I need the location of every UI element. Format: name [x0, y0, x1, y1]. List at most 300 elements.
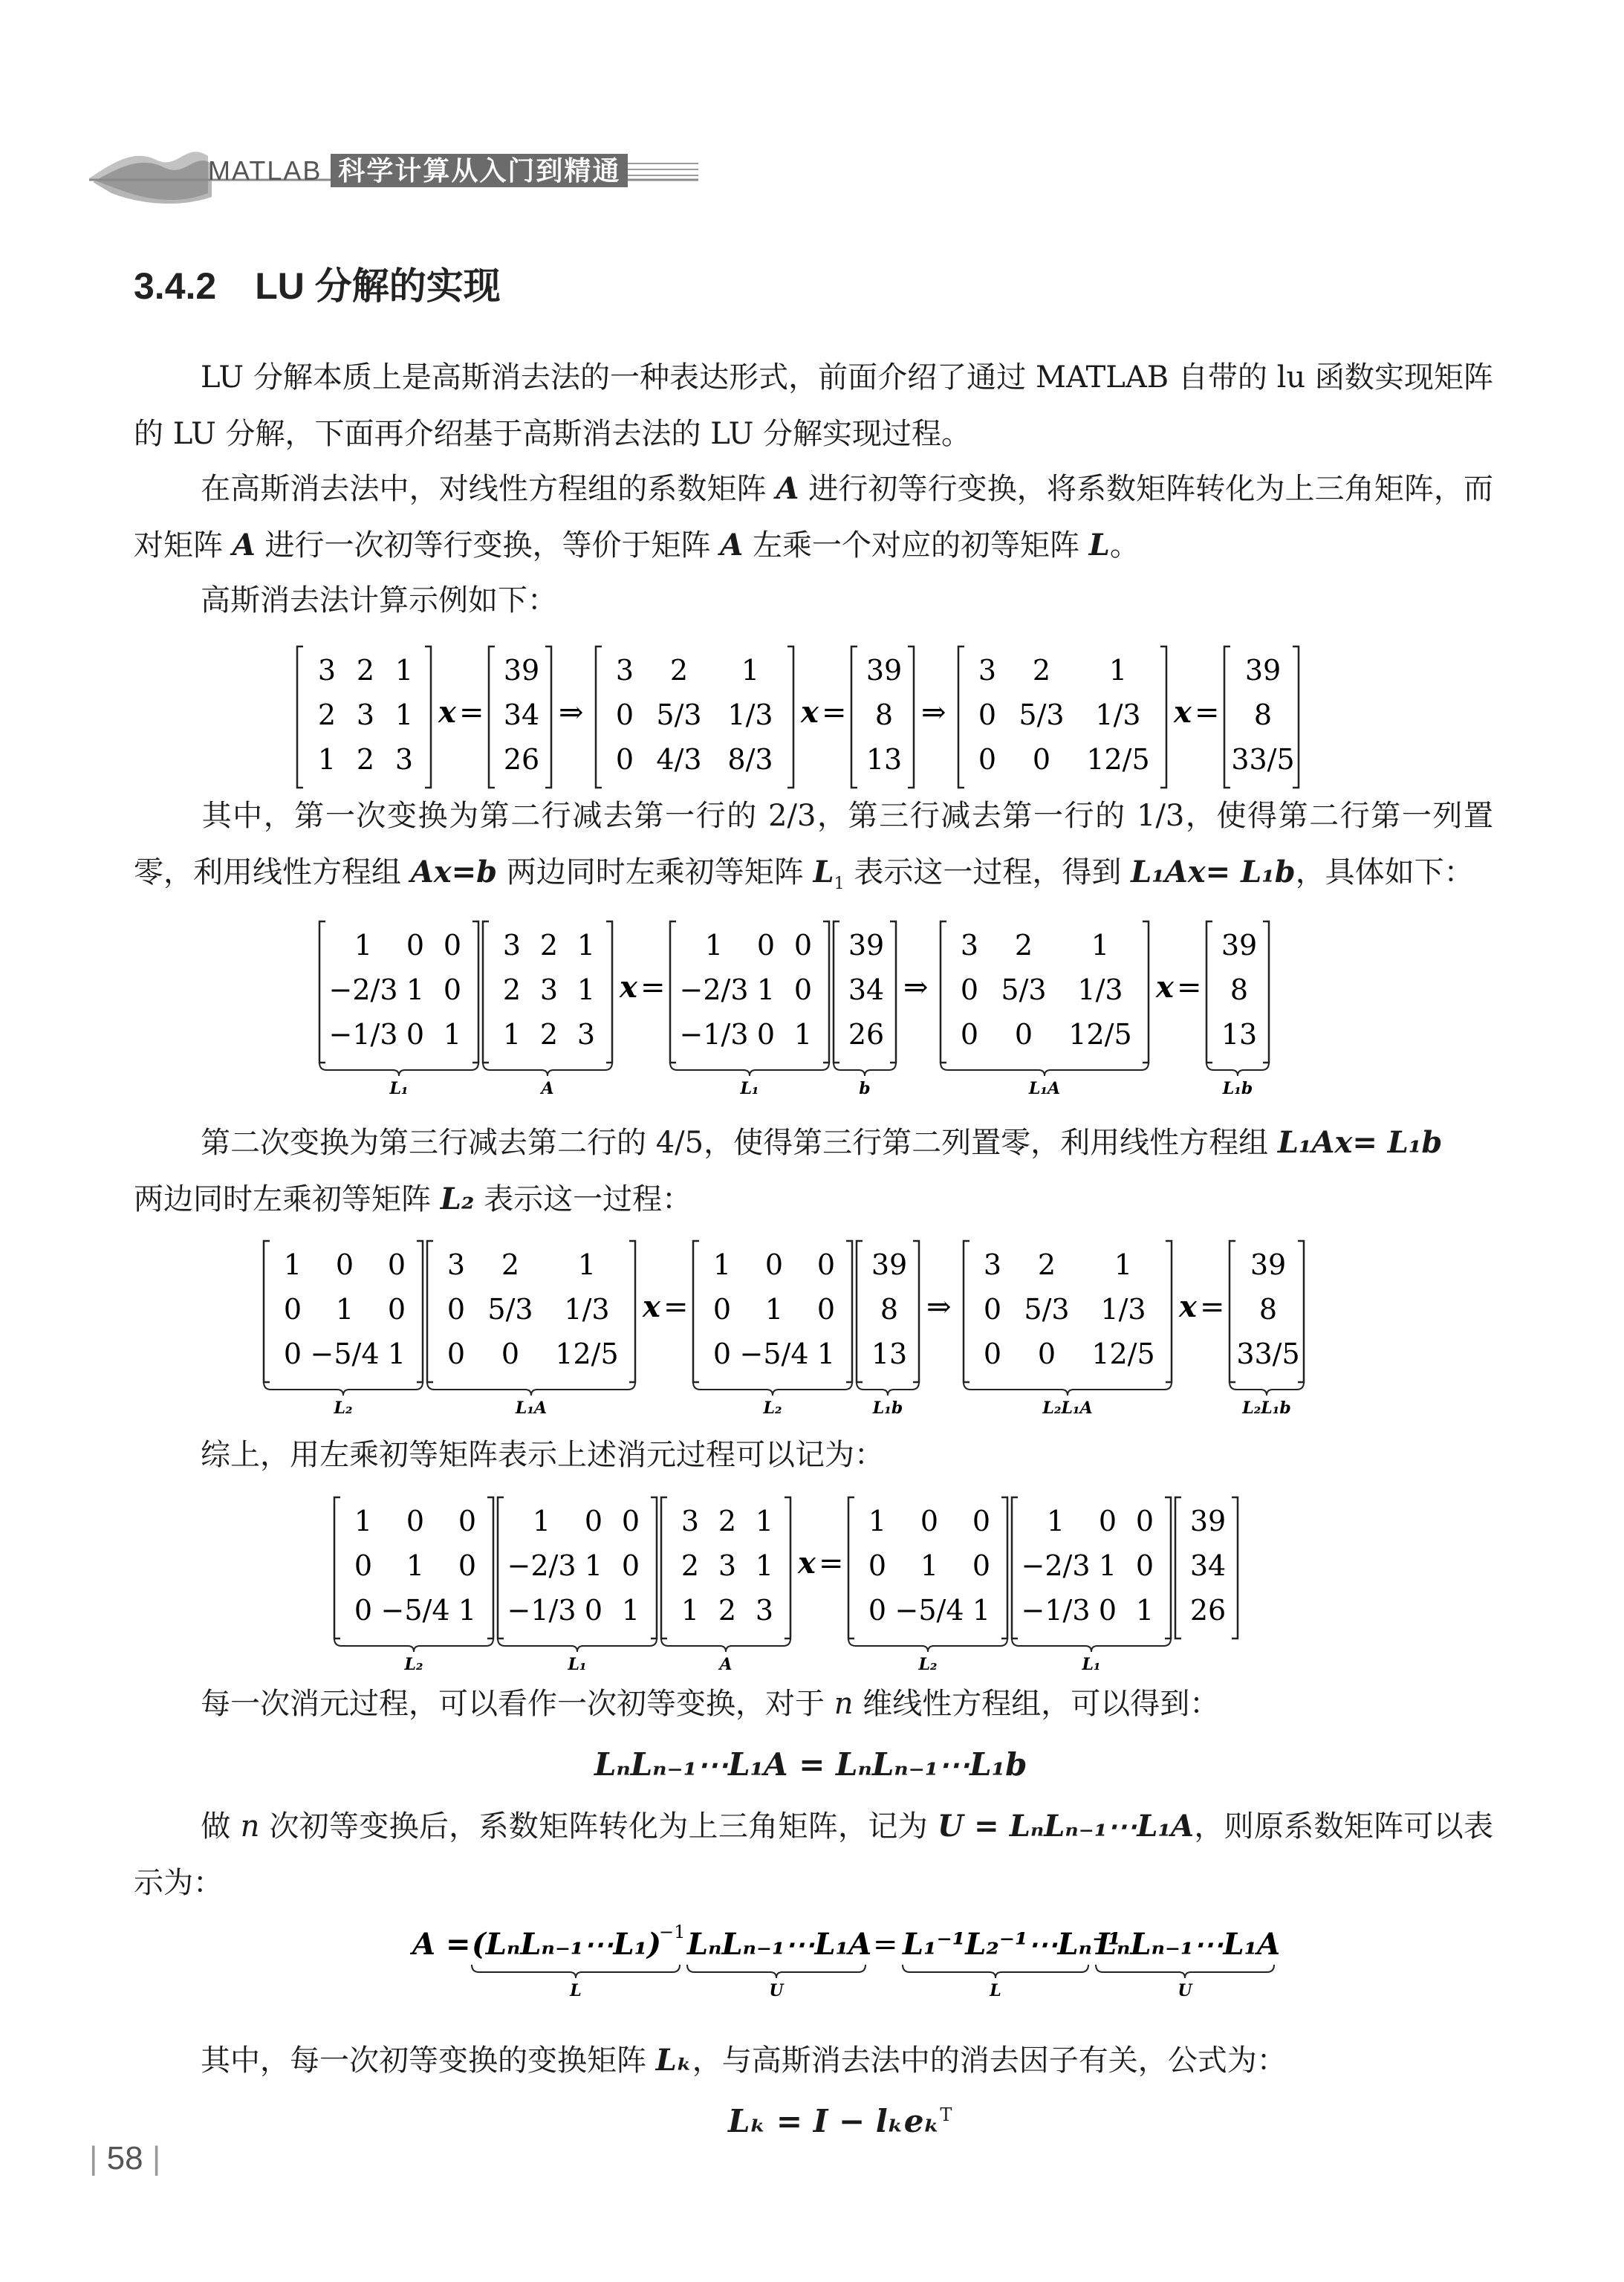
L1-matrix-cell: 1	[1135, 1594, 1154, 1627]
A-matrix-cell: 3	[576, 1018, 596, 1051]
matrix-right-bracket	[651, 1497, 657, 1638]
L1A-matrix-cell: 0	[960, 1018, 979, 1051]
paragraph-4-text-c: 表示这一过程，得到	[844, 855, 1131, 889]
step1-matrix-cell: 2	[669, 654, 689, 687]
b-vector-cell: 34	[848, 973, 885, 1006]
step1-matrix-cell: 4/3	[656, 743, 702, 776]
matrix-right-bracket	[1263, 921, 1269, 1063]
L1-matrix-cell: 1	[1046, 1505, 1065, 1537]
implies-arrow: ⇒	[559, 696, 584, 730]
L1b-vector-cell: 39	[1221, 929, 1258, 962]
L1-matrix-cell: −1/3	[1021, 1594, 1091, 1627]
step2-vector-cell: 39	[1244, 654, 1282, 687]
coefficient-matrix-cell: 1	[394, 698, 414, 731]
variable-x: x	[1174, 695, 1192, 730]
matrix-left-bracket	[964, 1241, 969, 1382]
A-matrix-cell: 1	[576, 929, 596, 962]
L2-matrix-cell: 0	[764, 1248, 784, 1281]
L2-label: L₂	[918, 1655, 938, 1674]
L1-matrix-cell: 0	[443, 929, 462, 962]
A-matrix-cell: 1	[576, 973, 596, 1006]
page-number: | 58 |	[89, 2140, 161, 2176]
L2-label: L₂	[404, 1655, 423, 1674]
equals-sign: =	[663, 1290, 689, 1324]
step1-matrix-cell: 0	[615, 743, 634, 776]
variable-x: x	[798, 1546, 816, 1581]
L1-matrix-cell: 0	[584, 1594, 603, 1627]
L2-underbrace	[334, 1638, 493, 1652]
equation-Lk-rhs: = I − lₖeₖ	[776, 2103, 941, 2139]
paragraph-1-text: LU 分解本质上是高斯消去法的一种表达形式，前面介绍了通过 MATLAB 自带的 lu 函数实现矩阵的 LU 分解，下面再介绍基于高斯消去法的 LU 分解实现过程。	[134, 360, 1493, 451]
L2-matrix-cell: 0	[712, 1293, 732, 1326]
L2-matrix-cell: 0	[283, 1293, 302, 1326]
paragraph-4-text-b: 两边同时左乘初等矩阵	[497, 855, 813, 889]
part4-underbrace	[1096, 1965, 1274, 1978]
L2L1A-matrix-cell: 0	[983, 1338, 1002, 1370]
part2-label: U	[769, 1981, 784, 2000]
L1A-matrix-cell: 5/3	[1001, 973, 1047, 1006]
L1-matrix-cell: 0	[621, 1549, 640, 1582]
L2L1A-matrix-cell: 1	[1114, 1248, 1133, 1281]
L1b-vector-cell: 8	[880, 1293, 899, 1326]
L1b-vector-cell: 8	[1230, 973, 1249, 1006]
L1-matrix-cell: −1/3	[679, 1018, 749, 1051]
variable-x: x	[1156, 970, 1174, 1005]
book-title-latin: MATLAB	[208, 155, 322, 186]
matrix-right-bracket	[908, 646, 914, 788]
step1-matrix-cell: 5/3	[656, 698, 702, 731]
L2-underbrace	[264, 1382, 423, 1396]
L2-label: L₂	[763, 1398, 782, 1418]
matrix-right-bracket	[487, 1497, 493, 1638]
coefficient-matrix-cell: 2	[356, 743, 375, 776]
L1-label: L₁	[1082, 1655, 1101, 1674]
L1-matrix-cell: 1	[443, 1018, 462, 1051]
equation-L1Ax-L1b: L₁Ax= L₁b	[1277, 1125, 1443, 1160]
L2-matrix-cell: −5/4	[380, 1594, 450, 1627]
paragraph-3-text: 高斯消去法计算示例如下：	[201, 583, 557, 617]
L2L1A-matrix-cell: 0	[1037, 1338, 1056, 1370]
L1b-label: L₁b	[1222, 1079, 1253, 1098]
L1-matrix-cell: 1	[704, 929, 724, 962]
equation-part3: L₁⁻¹L₂⁻¹⋯Lₙ⁻¹	[903, 1927, 1121, 1962]
L1-matrix-cell: 0	[443, 973, 462, 1006]
equals-sign: =	[640, 970, 666, 1005]
paragraph-7-text-a: 每一次消元过程，可以看作一次初等变换，对于	[201, 1687, 834, 1721]
matrix-left-bracket	[1230, 1241, 1235, 1382]
L2-matrix-cell: 1	[712, 1248, 732, 1281]
L1-matrix-cell: 0	[756, 1018, 776, 1051]
L1-underbrace	[1012, 1638, 1171, 1652]
L2-underbrace	[848, 1638, 1007, 1652]
part3-label: L	[990, 1981, 1001, 2000]
L2-matrix-cell: 1	[283, 1248, 302, 1281]
A-matrix-cell: 2	[502, 973, 522, 1006]
L1-matrix-cell: −1/3	[507, 1594, 576, 1627]
matrix-right-bracket	[1232, 1497, 1238, 1638]
L2L1A-matrix-cell: 5/3	[1024, 1293, 1070, 1326]
A-underbrace	[483, 1063, 612, 1076]
variable-x: x	[801, 695, 819, 730]
symbol-n: n	[834, 1687, 854, 1721]
b-vector-cell: 26	[1189, 1594, 1227, 1627]
implies-arrow: ⇒	[926, 1290, 952, 1324]
step1-vector-cell: 8	[874, 698, 894, 731]
L2-matrix-cell: 0	[868, 1549, 887, 1582]
coefficient-matrix-cell: 3	[356, 698, 375, 731]
symbol-n: n	[240, 1809, 260, 1844]
matrix-right-bracket	[606, 921, 612, 1063]
equation-U-definition: U = LₙLₙ₋₁⋯L₁A	[937, 1809, 1195, 1844]
A-matrix-cell: 1	[681, 1594, 700, 1627]
equals-sign: =	[1177, 970, 1202, 1005]
matrix-right-bracket	[846, 1241, 852, 1382]
L1-matrix-cell: 1	[406, 973, 425, 1006]
L1A-matrix-cell: 1/3	[564, 1293, 610, 1326]
step1-matrix-cell: 1	[741, 654, 760, 687]
coefficient-matrix-cell: 3	[317, 654, 337, 687]
matrix-symbol-Lk: Lₖ	[655, 2043, 692, 2078]
L1b-label: L₁b	[872, 1398, 903, 1418]
L2-matrix-cell: 1	[816, 1338, 836, 1370]
L1-underbrace	[670, 1063, 829, 1076]
L2L1b-underbrace	[1230, 1382, 1304, 1396]
L1-matrix-cell: 0	[1098, 1594, 1117, 1627]
paragraph-2-text-c: 进行一次初等行变换，等价于矩阵	[255, 528, 721, 563]
L1-matrix-cell: 0	[1135, 1549, 1154, 1582]
A-matrix-cell: 1	[755, 1549, 774, 1582]
implies-arrow: ⇒	[921, 696, 946, 730]
matrix-left-bracket	[857, 1241, 863, 1382]
step2-vector-cell: 8	[1253, 698, 1273, 731]
matrix-left-bracket	[958, 646, 964, 788]
equation-second-transformation	[256, 1234, 1386, 1419]
L1-matrix-cell: −2/3	[679, 973, 749, 1006]
matrix-right-bracket	[425, 646, 431, 788]
L2-matrix-cell: 1	[868, 1505, 887, 1537]
L1-matrix-cell: 0	[406, 1018, 425, 1051]
paragraph-2-text-a: 在高斯消去法中，对线性方程组的系数矩阵	[201, 472, 776, 506]
L1A-matrix-cell: 3	[960, 929, 979, 962]
matrix-left-bracket	[297, 646, 303, 788]
matrix-right-bracket	[417, 1241, 423, 1382]
L2-label: L₂	[334, 1398, 353, 1418]
L1-matrix-cell: 0	[584, 1505, 603, 1537]
L2-matrix-cell: 1	[354, 1505, 373, 1537]
L1-matrix-cell: −2/3	[328, 973, 398, 1006]
L1-matrix-cell: 0	[793, 929, 813, 962]
L2-matrix-cell: −5/4	[739, 1338, 809, 1370]
L2-matrix-cell: 0	[816, 1248, 836, 1281]
L1A-matrix-cell: 0	[446, 1293, 466, 1326]
equation-product-identity: LₙLₙ₋₁⋯L₁A = LₙLₙ₋₁⋯L₁b	[594, 1746, 1027, 1783]
equation-gaussian-elimination-example	[290, 639, 1352, 788]
paragraph-8-text-c: ，则原系数矩阵可以表示为：	[134, 1809, 1494, 1900]
paragraph-2-text-d: 左乘一个对应的初等矩阵	[743, 528, 1089, 563]
L2-matrix-cell: 0	[387, 1293, 406, 1326]
paragraph-2-text-e: 。	[1109, 528, 1140, 563]
L1-matrix-cell: 0	[1098, 1505, 1117, 1537]
L1b-vector-cell: 13	[871, 1338, 908, 1370]
L1A-underbrace	[941, 1063, 1149, 1076]
L2-matrix-cell: 1	[387, 1338, 406, 1370]
matrix-symbol-A: A	[776, 471, 799, 506]
L2L1A-underbrace	[964, 1382, 1172, 1396]
matrix-right-bracket	[1143, 921, 1149, 1063]
matrix-left-bracket	[670, 921, 676, 1063]
A-underbrace	[661, 1638, 790, 1652]
step1-matrix-cell: 0	[615, 698, 634, 731]
paragraph-4-text-a: 其中，第一次变换为第二行减去第一行的 2/3，第三行减去第一行的 1/3，使得第二行第一列置零，利用线性方程组	[134, 799, 1493, 889]
equation-Lk-formula	[728, 2103, 952, 2139]
A-matrix-cell: 3	[718, 1549, 737, 1582]
b-vector-cell: 39	[848, 929, 885, 962]
L2-matrix-cell: 0	[816, 1293, 836, 1326]
section-number: 3.4.2	[134, 265, 217, 307]
step2-matrix-cell: 0	[1032, 743, 1051, 776]
paragraph-9	[134, 2032, 1493, 2089]
L2-matrix-cell: 1	[920, 1549, 939, 1582]
L2L1b-vector-cell: 33/5	[1236, 1338, 1300, 1370]
step1-matrix-cell: 8/3	[727, 743, 773, 776]
equation-lhs: A =	[412, 1927, 471, 1962]
L1A-label: L₁A	[515, 1398, 548, 1418]
L2-matrix-cell: 1	[458, 1594, 477, 1627]
variable-x: x	[643, 1289, 660, 1324]
L1-matrix-cell: 0	[621, 1505, 640, 1537]
paragraph-7	[134, 1676, 1493, 1732]
matrix-left-bracket	[319, 921, 325, 1063]
step2-vector-cell: 33/5	[1231, 743, 1295, 776]
step2-matrix-cell: 3	[978, 654, 997, 687]
L1-matrix-cell: 1	[354, 929, 373, 962]
L2-matrix-cell: 0	[458, 1505, 477, 1537]
L2L1b-label: L₂L₁b	[1242, 1398, 1291, 1418]
A-matrix-cell: 3	[755, 1594, 774, 1627]
matrix-right-bracket	[1160, 646, 1166, 788]
A-matrix-cell: 1	[755, 1505, 774, 1537]
matrix-right-bracket	[629, 1241, 635, 1382]
coefficient-matrix-cell: 1	[317, 743, 337, 776]
matrix-right-bracket	[787, 646, 793, 788]
coefficient-matrix-cell: 2	[356, 654, 375, 687]
matrix-right-bracket	[472, 921, 478, 1063]
L2-matrix-cell: −5/4	[894, 1594, 964, 1627]
L1A-matrix-cell: 1	[1091, 929, 1110, 962]
L1b-underbrace	[1206, 1063, 1269, 1076]
A-matrix-cell: 2	[539, 1018, 559, 1051]
L2-matrix-cell: 1	[406, 1549, 425, 1582]
L2L1A-matrix-cell: 3	[983, 1248, 1002, 1281]
L1A-matrix-cell: 12/5	[555, 1338, 619, 1370]
equation-Axb: Ax=b	[410, 855, 498, 889]
matrix-left-bracket	[596, 646, 602, 788]
paragraph-5-text-a: 第二次变换为第三行减去第二行的 4/5，使得第三行第二列置零，利用线性方程组	[201, 1126, 1278, 1160]
L1b-vector-cell: 13	[1221, 1018, 1258, 1051]
L2-matrix-cell: 0	[354, 1594, 373, 1627]
L2-matrix-cell: 0	[868, 1594, 887, 1627]
A-matrix-cell: 2	[718, 1594, 737, 1627]
A-matrix-cell: 1	[502, 1018, 522, 1051]
L2L1b-vector-cell: 39	[1250, 1248, 1287, 1281]
matrix-left-bracket	[693, 1241, 699, 1382]
variable-x: x	[438, 695, 456, 730]
L1-matrix-cell: 0	[793, 973, 813, 1006]
L2-matrix-cell: 0	[920, 1505, 939, 1537]
L1-label: L₁	[389, 1079, 409, 1098]
A-matrix-cell: 3	[681, 1505, 700, 1537]
b-vector-cell: 39	[1189, 1505, 1227, 1537]
matrix-right-bracket	[1001, 1497, 1007, 1638]
L1-matrix-cell: 0	[406, 929, 425, 962]
L1-matrix-cell: 0	[1135, 1505, 1154, 1537]
L1A-underbrace	[427, 1382, 635, 1396]
equation-combined-elimination	[327, 1490, 1315, 1676]
matrix-symbol-A: A	[720, 528, 744, 563]
b-label: b	[859, 1079, 871, 1098]
equation-A-decomposition	[412, 1917, 1281, 2021]
L2L1A-matrix-cell: 12/5	[1091, 1338, 1155, 1370]
equals-sign: =	[459, 696, 484, 730]
L2-matrix-cell: 0	[972, 1549, 991, 1582]
L2-matrix-cell: 1	[335, 1293, 354, 1326]
L1A-label: L₁A	[1028, 1079, 1061, 1098]
L1-label: L₁	[740, 1079, 759, 1098]
equation-L1Ax-L1b: L₁Ax= L₁b	[1131, 855, 1296, 889]
equation-part1-sup: −1	[659, 1922, 686, 1942]
paragraph-4	[134, 788, 1493, 913]
subscript-1: 1	[834, 875, 845, 893]
step1-matrix-cell: 3	[615, 654, 634, 687]
L1A-matrix-cell: 0	[1014, 1018, 1033, 1051]
paragraph-7-text-b: 维线性方程组，可以得到：	[853, 1687, 1220, 1721]
matrix-left-bracket	[427, 1241, 433, 1382]
equation-Lk-transpose: T	[940, 2104, 952, 2125]
part3-underbrace	[903, 1965, 1088, 1978]
matrix-left-bracket	[498, 1497, 504, 1638]
b-vector-cell: 26	[848, 1018, 885, 1051]
matrix-left-bracket	[489, 646, 495, 788]
matrix-symbol-L1: L	[813, 855, 834, 889]
rhs-vector-cell: 34	[503, 698, 540, 731]
section-title: LU 分解的实现	[255, 265, 501, 307]
coefficient-matrix-cell: 2	[317, 698, 337, 731]
matrix-left-bracket	[661, 1497, 667, 1638]
matrix-right-bracket	[545, 646, 551, 788]
matrix-left-bracket	[334, 1497, 340, 1638]
matrix-right-bracket	[1166, 1241, 1172, 1382]
L1-matrix-cell: 0	[756, 929, 776, 962]
part1-label: L	[570, 1981, 582, 2000]
L1-matrix-cell: −2/3	[1021, 1549, 1091, 1582]
matrix-symbol-L: L	[1088, 528, 1110, 563]
section-heading	[134, 256, 501, 310]
A-label: A	[719, 1655, 733, 1674]
L2L1A-matrix-cell: 2	[1037, 1248, 1056, 1281]
L1-label: L₁	[568, 1655, 587, 1674]
L1b-vector-cell: 39	[871, 1248, 908, 1281]
L2L1A-label: L₂L₁A	[1042, 1398, 1093, 1418]
b-underbrace	[834, 1063, 896, 1076]
part1-underbrace	[472, 1965, 680, 1978]
L1A-matrix-cell: 0	[501, 1338, 520, 1370]
book-title-cjk: 科学计算从入门到精通	[331, 154, 628, 187]
step2-matrix-cell: 5/3	[1019, 698, 1065, 731]
L2-matrix-cell: 0	[712, 1338, 732, 1370]
L1-matrix-cell: 1	[621, 1594, 640, 1627]
equals-sign: =	[1200, 1290, 1225, 1324]
matrix-left-bracket	[1206, 921, 1212, 1063]
variable-x: x	[1179, 1289, 1197, 1324]
paragraph-6-text: 综上，用左乘初等矩阵表示上述消元过程可以记为：	[201, 1438, 884, 1472]
paragraph-4-text-d: ，具体如下：	[1295, 855, 1474, 889]
L1-underbrace	[498, 1638, 657, 1652]
paragraph-5-text-b: 两边同时左乘初等矩阵	[134, 1182, 441, 1216]
equals-sign: =	[819, 1546, 844, 1581]
paragraph-9-text-b: ，与高斯消去法中的消去因子有关，公式为：	[692, 2043, 1287, 2078]
matrix-left-bracket	[483, 921, 489, 1063]
header-banner	[89, 134, 698, 215]
L2L1A-matrix-cell: 0	[983, 1293, 1002, 1326]
part2-underbrace	[687, 1965, 865, 1978]
L2-matrix-cell: −5/4	[310, 1338, 380, 1370]
A-matrix-cell: 3	[539, 973, 559, 1006]
step2-matrix-cell: 1	[1108, 654, 1128, 687]
matrix-left-bracket	[1175, 1497, 1181, 1638]
L1-matrix-cell: 1	[756, 973, 776, 1006]
matrix-right-bracket	[785, 1497, 790, 1638]
matrix-right-bracket	[890, 921, 896, 1063]
paragraph-8-text-b: 次初等变换后，系数矩阵转化为上三角矩阵，记为	[259, 1809, 938, 1844]
L2-matrix-cell: 0	[283, 1338, 302, 1370]
L2-matrix-cell: 1	[764, 1293, 784, 1326]
equation-Lk-lhs: Lₖ	[728, 2103, 767, 2139]
coefficient-matrix-cell: 3	[394, 743, 414, 776]
paragraph-3	[134, 572, 1493, 629]
L2-matrix-cell: 1	[972, 1594, 991, 1627]
equals-sign: =	[1195, 696, 1220, 730]
matrix-symbol-A: A	[232, 528, 256, 563]
paragraph-8	[134, 1798, 1493, 1911]
paragraph-9-text-a: 其中，每一次初等变换的变换矩阵	[201, 2043, 656, 2078]
A-matrix-cell: 2	[681, 1549, 700, 1582]
L1-matrix-cell: 1	[532, 1505, 551, 1537]
step1-vector-cell: 39	[865, 654, 903, 687]
equals-sign: =	[822, 696, 847, 730]
rhs-vector-cell: 39	[503, 654, 540, 687]
L1-matrix-cell: −1/3	[328, 1018, 398, 1051]
L2-matrix-cell: 0	[335, 1248, 354, 1281]
step2-matrix-cell: 12/5	[1086, 743, 1150, 776]
L1-matrix-cell: −2/3	[507, 1549, 576, 1582]
L1A-matrix-cell: 12/5	[1068, 1018, 1132, 1051]
L2-matrix-cell: 0	[354, 1549, 373, 1582]
L2-matrix-cell: 0	[972, 1505, 991, 1537]
L2-underbrace	[693, 1382, 852, 1396]
implies-arrow: ⇒	[903, 970, 929, 1005]
L2-matrix-cell: 0	[406, 1505, 425, 1537]
matrix-left-bracket	[834, 921, 839, 1063]
book-title	[208, 150, 628, 188]
paragraph-5-text-c: 表示这一过程：	[474, 1182, 692, 1216]
matrix-right-bracket	[823, 921, 829, 1063]
step2-matrix-cell: 0	[978, 698, 997, 731]
step2-matrix-cell: 1/3	[1095, 698, 1141, 731]
L1-matrix-cell: 1	[793, 1018, 813, 1051]
paragraph-8-text-a: 做	[201, 1809, 241, 1844]
matrix-right-bracket	[1165, 1497, 1171, 1638]
L1A-matrix-cell: 1/3	[1077, 973, 1123, 1006]
